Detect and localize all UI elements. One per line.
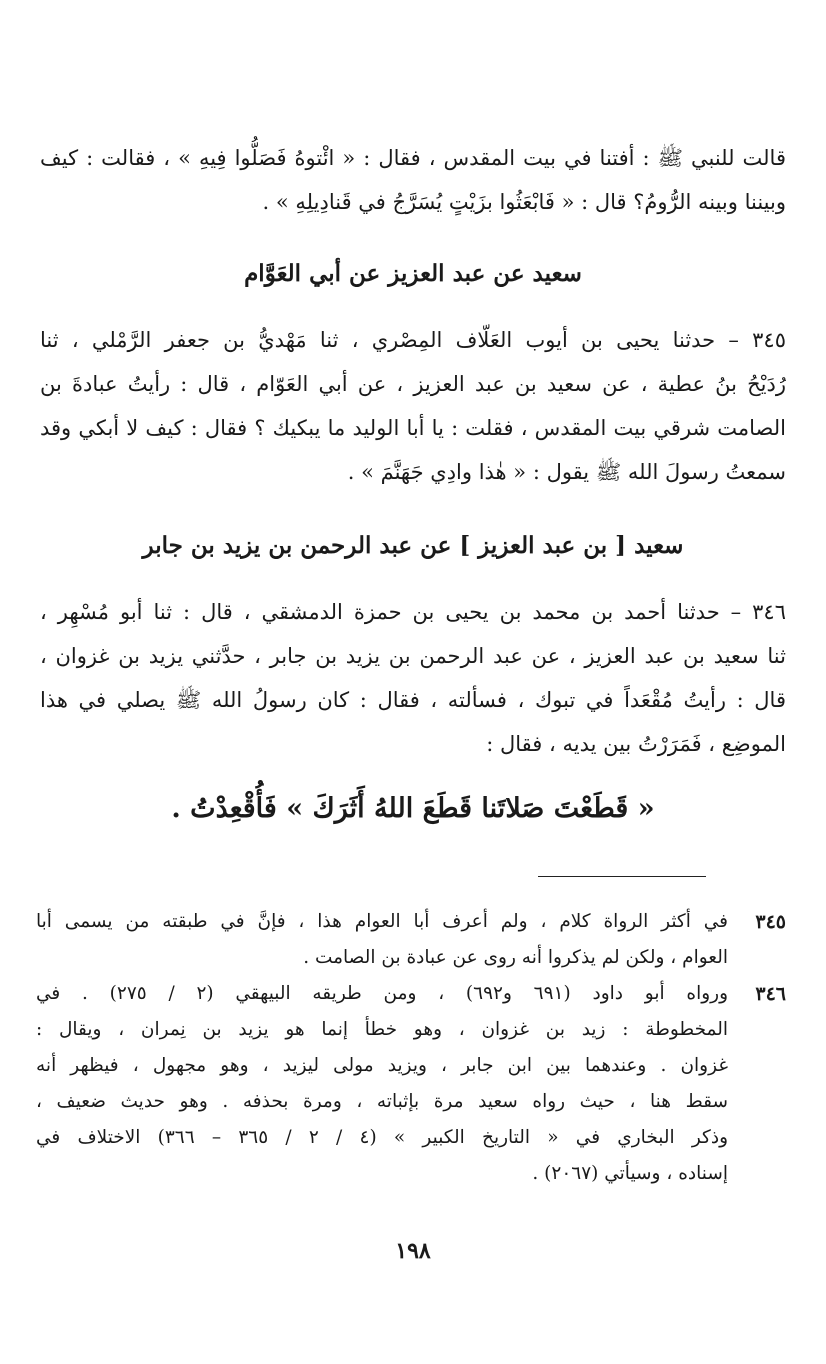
text-line: وبيننا وبينه الرُّومُ؟ قال : « فَابْعَثُوا بزَيْتٍ يُسَرَّجُ في قَنادِيلِهِ » . [262,190,786,214]
footnote-line: ورواه أبو داود (٦٩١ و٦٩٢) ، ومن طريقه البيهقي (٢ / ٢٧٥) . في [36,983,728,1004]
footnote-345 [36,904,786,976]
footnote-line: إسناده ، وسيأتي (٢٠٦٧) . [532,1163,728,1184]
text-line: ٣٤٦ – حدثنا أحمد بن محمد بن يحيى بن حمزة الدمشقي ، قال : ثنا أبو مُسْهِر ، [40,600,786,624]
text-line: رُدَيْحُ بنُ عطية ، عن سعيد بن عبد العزيز ، عن أبي العَوّام ، قال : رأيتُ عبادةَ بن [40,372,786,396]
footnote-line: العوام ، ولكن لم يذكروا أنه روى عن عبادة بن الصامت . [303,947,728,968]
footnote-346 [36,976,786,1192]
text-line: سمعتُ رسولَ الله ﷺ يقول : « هٰذا وادِي جَهَنَّمَ » . [347,460,786,484]
footnote-line: غزوان . وعندهما بين ابن جابر ، ويزيد مولى ليزيد ، وهو مجهول ، فيظهر أنه [36,1055,728,1076]
text-line: الصامت شرقي بيت المقدس ، فقلت : يا أبا الوليد ما يبكيك ؟ فقال : كيف لا أبكي وقد [40,416,786,440]
footnote-number: ٣٤٦ [755,983,786,1005]
hadith-quote: « قَطَعْتَ صَلاتَنا قَطَعَ اللهُ أَثَرَكَ » فَأُقْعِدْتُ . [171,793,655,824]
footnotes [36,904,786,1192]
section-heading-2: سعيد [ بن عبد العزيز ] عن عبد الرحمن بن يزيد بن جابر [142,532,684,559]
text-line: قال : رأيتُ مُقْعَداً في تبوك ، فسألته ، فقال : كان رسولُ الله ﷺ يصلي في هذا [40,688,786,712]
footnote-line: سقط هنا ، حيث رواه سعيد مرة بإثباته ، ومرة بحذفه . وهو حديث ضعيف ، [36,1091,728,1112]
text-line: قالت للنبي ﷺ : أفتنا في بيت المقدس ، فقال : « ائْتوهُ فَصَلُّوا فِيهِ » ، فقالت : كيف [40,146,786,170]
footnote-line: وذكر البخاري في « التاريخ الكبير » (٤ / ٢ / ٣٦٥ – ٣٦٦) الاختلاف في [36,1127,728,1148]
footnote-line: في أكثر الرواة كلام ، ولم أعرف أبا العوام هذا ، فإنَّ في طبقته من يسمى أبا [36,911,728,932]
hadith-345 [40,318,786,494]
intro-paragraph [40,136,786,224]
footnote-divider [538,876,706,877]
section-heading-1: سعيد عن عبد العزيز عن أبي العَوَّام [244,260,582,287]
footnote-line: المخطوطة : زيد بن غزوان ، وهو خطأ إنما هو يزيد بن نِمران ، ويقال : [36,1019,728,1040]
text-line: ثنا سعيد بن عبد العزيز ، عن عبد الرحمن بن يزيد بن جابر ، حدَّثني يزيد بن غزوان ، [40,644,786,668]
page-number: ١٩٨ [395,1238,431,1264]
hadith-346 [40,590,786,766]
footnote-number: ٣٤٥ [755,911,786,933]
text-line: الموضِع ، فَمَرَرْتُ بين يديه ، فقال : [486,732,786,756]
text-line: ٣٤٥ – حدثنا يحيى بن أيوب العَلّاف المِصْري ، ثنا مَهْديُّ بن جعفر الرَّمْلي ، ثنا [40,328,786,352]
